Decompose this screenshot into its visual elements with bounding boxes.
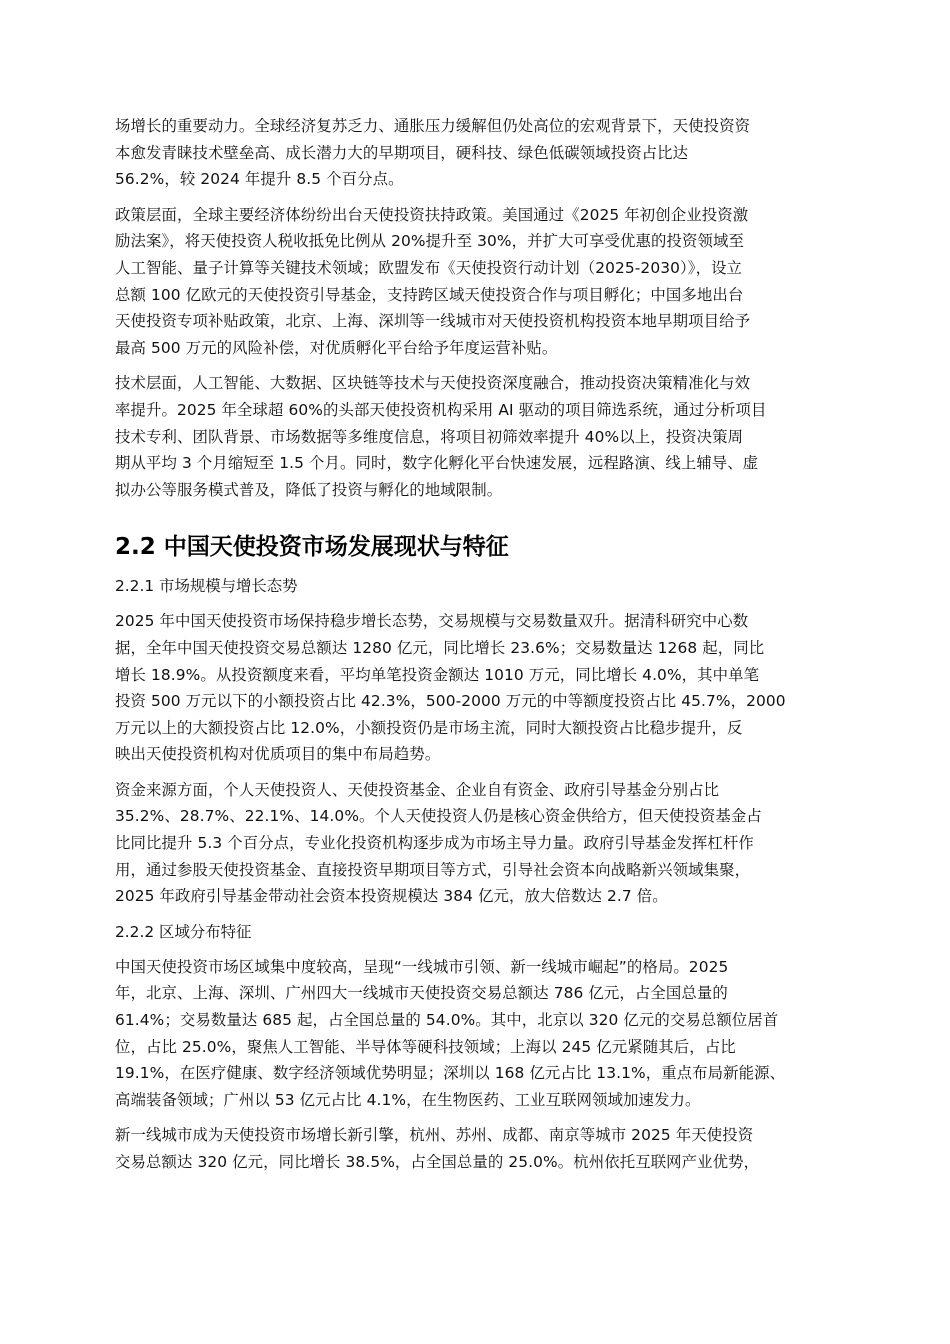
text-line: 用，通过参股天使投资基金、直接投资早期项目等方式，引导社会资本向战略新兴领域集聚， bbox=[115, 860, 751, 879]
paragraph-regional-distribution bbox=[115, 954, 840, 1114]
paragraph-new-tier1-cities bbox=[115, 1122, 840, 1175]
subsection-heading-2-2-2: 2.2.2 区域分布特征 bbox=[115, 922, 252, 941]
text-line: 期从平均 3 个月缩短至 1.5 个月。同时，数字化孵化平台快速发展，远程路演、线上辅导、虚 bbox=[115, 454, 759, 473]
text-line: 增长 18.9%。从投资额度来看，平均单笔投资金额达 1010 万元，同比增长 4.0%，其中单笔 bbox=[115, 665, 760, 684]
text-line: 技术专利、团队背景、市场数据等多维度信息，将项目初筛效率提升 40%以上，投资决策周 bbox=[115, 427, 744, 446]
subsection-heading-2-2-1: 2.2.1 市场规模与增长态势 bbox=[115, 577, 298, 596]
text-line: 场增长的重要动力。全球经济复苏乏力、通胀压力缓解但仍处高位的宏观背景下，天使投资资 bbox=[115, 117, 751, 135]
text-line: 人工智能、量子计算等关键技术领域；欧盟发布《天使投资行动计划（2025-2030）》，设立 bbox=[115, 258, 743, 277]
document-page bbox=[115, 113, 840, 1185]
text-line: 总额 100 亿欧元的天使投资引导基金，支持跨区域天使投资合作与项目孵化；中国多地出台 bbox=[115, 285, 744, 304]
text-line: 2025 年政府引导基金带动社会资本投资规模达 384 亿元，放大倍数达 2.7 倍。 bbox=[115, 887, 668, 906]
text-line: 拟办公等服务模式普及，降低了投资与孵化的地域限制。 bbox=[115, 480, 503, 499]
paragraph-funding-sources bbox=[115, 777, 840, 910]
paragraph-policy bbox=[115, 202, 840, 362]
text-line: 交易总额达 320 亿元，同比增长 38.5%，占全国总量的 25.0%。杭州依托互联网产业优势， bbox=[115, 1153, 760, 1171]
text-line: 万元以上的大额投资占比 12.0%，小额投资仍是市场主流，同时大额投资占比稳步提升，反 bbox=[115, 718, 743, 737]
text-line: 中国天使投资市场区域集中度较高，呈现“一线城市引领、新一线城市崛起”的格局。2025 bbox=[115, 957, 729, 976]
text-line: 励法案》，将天使投资人税收抵免比例从 20%提升至 30%，并扩大可享受优惠的投资领域至 bbox=[115, 232, 744, 251]
text-line: 比同比提升 5.3 个百分点，专业化投资机构逐步成为市场主导力量。政府引导基金发挥杠杆作 bbox=[115, 834, 754, 853]
text-line: 56.2%，较 2024 年提升 8.5 个百分点。 bbox=[115, 170, 404, 189]
text-line: 高端装备领域；广州以 53 亿元占比 4.1%，在生物医药、工业互联网领域加速发力。 bbox=[115, 1090, 701, 1109]
text-line: 政策层面，全球主要经济体纷纷出台天使投资扶持政策。美国通过《2025 年初创企业投资激 bbox=[115, 205, 749, 224]
text-line: 技术层面，人工智能、大数据、区块链等技术与天使投资深度融合，推动投资决策精准化与效 bbox=[115, 374, 751, 393]
paragraph-market-scale bbox=[115, 608, 840, 768]
text-line: 年，北京、上海、深圳、广州四大一线城市天使投资交易总额达 786 亿元，占全国总量的 bbox=[115, 984, 728, 1003]
text-line: 投资 500 万元以下的小额投资占比 42.3%，500-2000 万元的中等额度投资占比 45.7%，2000 bbox=[115, 692, 786, 711]
text-line: 35.2%、28.7%、22.1%、14.0%。个人天使投资人仍是核心资金供给方，但天使投资基金占 bbox=[115, 807, 762, 826]
text-line: 资金来源方面，个人天使投资人、天使投资基金、企业自有资金、政府引导基金分别占比 bbox=[115, 780, 720, 799]
text-line: 61.4%；交易数量达 685 起，占全国总量的 54.0%。其中，北京以 320 亿元的交易总额位居首 bbox=[115, 1011, 779, 1030]
section-heading-2-2: 2.2 中国天使投资市场发展现状与特征 bbox=[115, 534, 509, 561]
paragraph-technology bbox=[115, 370, 840, 503]
text-line: 2025 年中国天使投资市场保持稳步增长态势，交易规模与交易数量双升。据清科研究中心数 bbox=[115, 612, 749, 631]
text-line: 率提升。2025 年全球超 60%的头部天使投资机构采用 AI 驱动的项目筛选系统，通过分析项目 bbox=[115, 400, 767, 419]
text-line: 据，全年中国天使投资交易总额达 1280 亿元，同比增长 23.6%；交易数量达 1268 起，同比 bbox=[115, 638, 765, 657]
text-line: 本愈发青睐技术壁垒高、成长潜力大的早期项目，硬科技、绿色低碳领域投资占比达 bbox=[115, 143, 689, 162]
text-line: 映出天使投资机构对优质项目的集中布局趋势。 bbox=[115, 745, 441, 764]
text-line: 位，占比 25.0%，聚焦人工智能、半导体等硬科技领域；上海以 245 亿元紧随其后，占比 bbox=[115, 1037, 736, 1056]
text-line: 新一线城市成为天使投资市场增长新引擎，杭州、苏州、成都、南京等城市 2025 年天使投资 bbox=[115, 1126, 754, 1145]
text-line: 天使投资专项补贴政策，北京、上海、深圳等一线城市对天使投资机构投资本地早期项目给予 bbox=[115, 312, 751, 331]
paragraph-market-growth bbox=[115, 113, 840, 193]
text-line: 19.1%，在医疗健康、数字经济领域优势明显；深圳以 168 亿元占比 13.1%，重点布局新能源、 bbox=[115, 1064, 786, 1083]
text-line: 最高 500 万元的风险补偿，对优质孵化平台给予年度运营补贴。 bbox=[115, 338, 558, 357]
